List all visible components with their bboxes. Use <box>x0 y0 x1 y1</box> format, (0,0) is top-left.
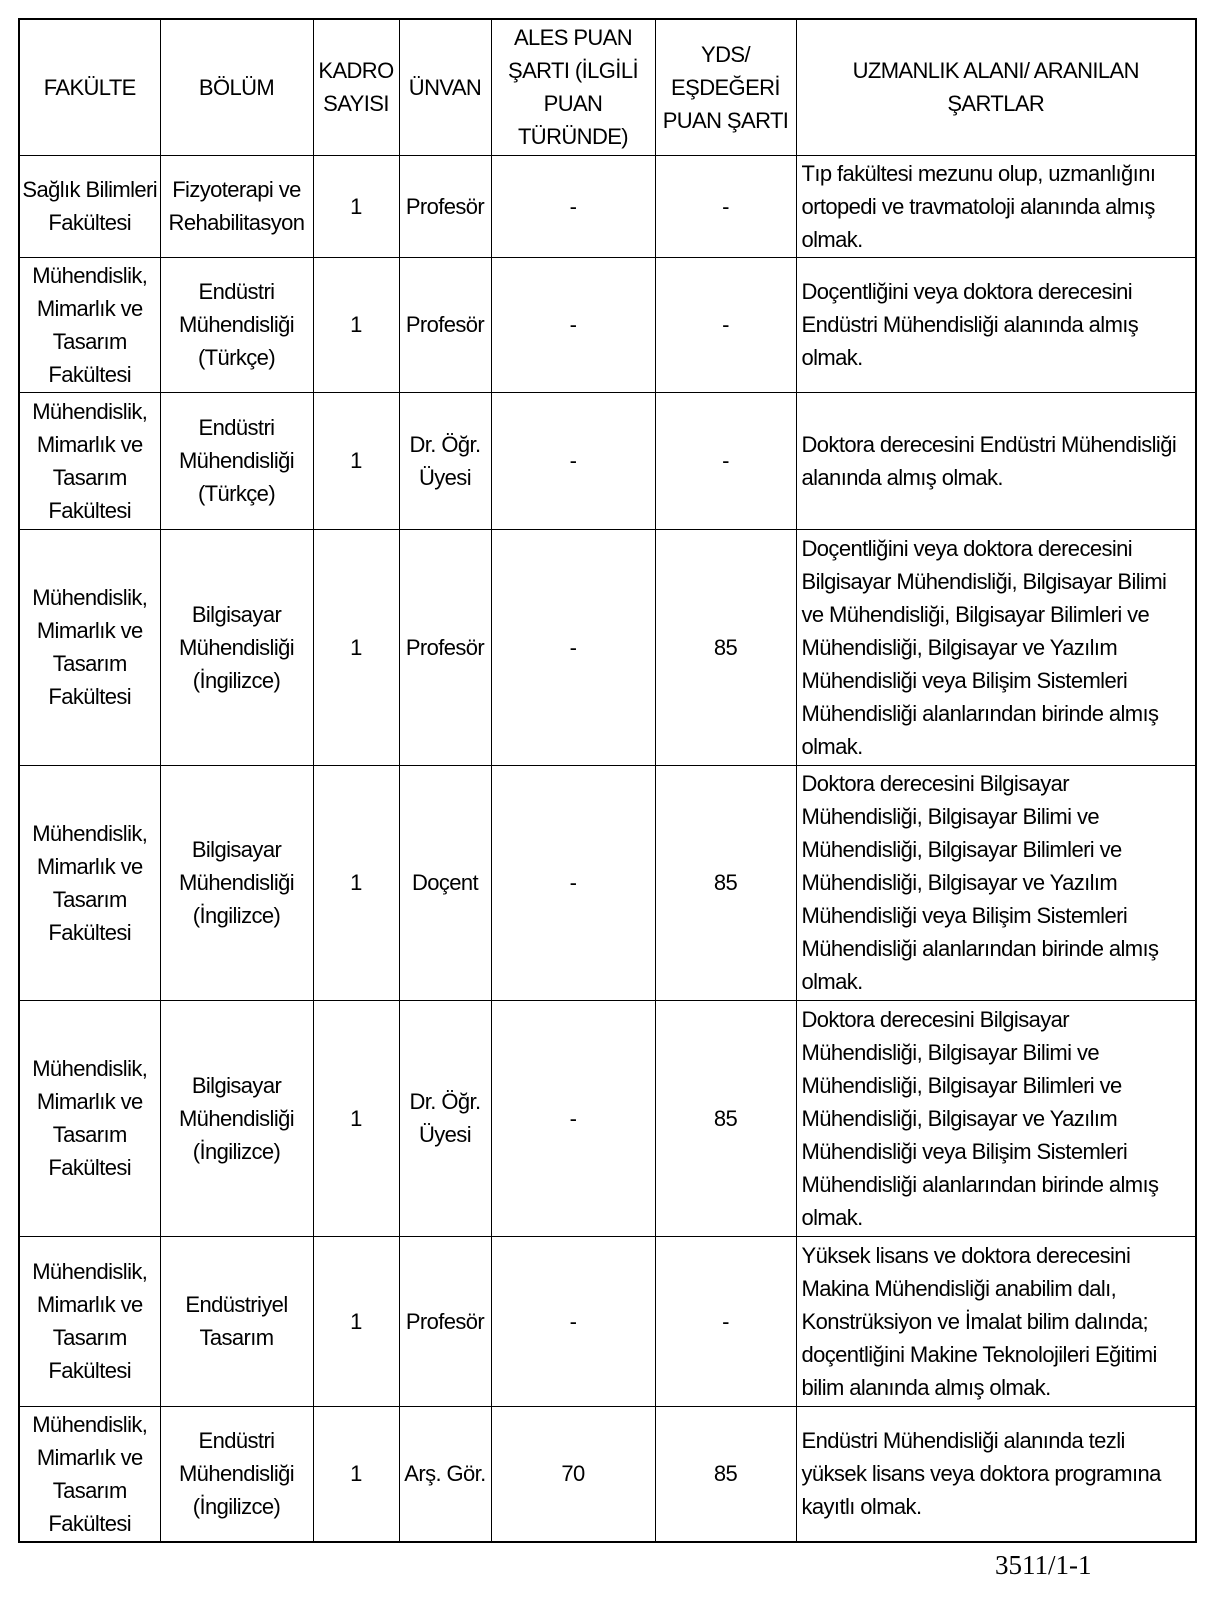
cell-fakulte: Mühendislik, Mimarlık ve Tasarım Fakültesi <box>19 1000 160 1236</box>
cell-uzmanlik: Doçentliğini veya doktora derecesini Endüstri Mühendisliği alanında almış olmak. <box>796 257 1196 392</box>
cell-uzmanlik: Doktora derecesini Bilgisayar Mühendisliği, Bilgisayar Bilimi ve Mühendisliği, Bilgisayar Bilimleri ve Mühendisliği, Bilgisayar ve Yazılım Mühendisliği veya Bilişim Sistemleri Mühendisliği alanlarından birinde almış olmak. <box>796 1000 1196 1236</box>
cell-fakulte: Mühendislik, Mimarlık ve Tasarım Fakültesi <box>19 1236 160 1406</box>
cell-unvan: Profesör <box>399 529 491 765</box>
header-ales: ALES PUAN ŞARTI (İLGİLİ PUAN TÜRÜNDE) <box>491 19 655 155</box>
cell-yds: 85 <box>655 529 796 765</box>
cell-bolum: Endüstri Mühendisliği (Türkçe) <box>160 257 313 392</box>
cell-bolum: Endüstriyel Tasarım <box>160 1236 313 1406</box>
cell-bolum: Endüstri Mühendisliği (Türkçe) <box>160 392 313 529</box>
cell-kadro: 1 <box>313 1236 399 1406</box>
cell-fakulte: Mühendislik, Mimarlık ve Tasarım Fakültesi <box>19 1406 160 1542</box>
cell-yds: 85 <box>655 765 796 1000</box>
cell-unvan: Doçent <box>399 765 491 1000</box>
cell-ales: - <box>491 155 655 257</box>
cell-yds: - <box>655 257 796 392</box>
cell-uzmanlik: Doçentliğini veya doktora derecesini Bilgisayar Mühendisliği, Bilgisayar Bilimi ve Mühendisliği, Bilgisayar Bilimleri ve Mühendisliği, Bilgisayar ve Yazılım Mühendisliği veya Bilişim Sistemleri Mühendisliği alanlarından birinde almış olmak. <box>796 529 1196 765</box>
cell-unvan: Arş. Gör. <box>399 1406 491 1542</box>
header-row <box>19 19 1196 155</box>
cell-kadro: 1 <box>313 392 399 529</box>
cell-yds: - <box>655 1236 796 1406</box>
cell-unvan: Profesör <box>399 155 491 257</box>
cell-unvan: Profesör <box>399 1236 491 1406</box>
cell-fakulte: Mühendislik, Mimarlık ve Tasarım Fakültesi <box>19 392 160 529</box>
cell-ales: 70 <box>491 1406 655 1542</box>
cell-unvan: Dr. Öğr. Üyesi <box>399 1000 491 1236</box>
cell-bolum: Endüstri Mühendisliği (İngilizce) <box>160 1406 313 1542</box>
cell-kadro: 1 <box>313 1000 399 1236</box>
table-row <box>19 257 1196 392</box>
table-row <box>19 1406 1196 1542</box>
cell-ales: - <box>491 529 655 765</box>
cell-bolum: Fizyoterapi ve Rehabilitasyon <box>160 155 313 257</box>
cell-uzmanlik: Doktora derecesini Bilgisayar Mühendisliği, Bilgisayar Bilimi ve Mühendisliği, Bilgisayar Bilimleri ve Mühendisliği, Bilgisayar ve Yazılım Mühendisliği veya Bilişim Sistemleri Mühendisliği alanlarından birinde almış olmak. <box>796 765 1196 1000</box>
cell-yds: - <box>655 155 796 257</box>
table-row <box>19 529 1196 765</box>
table-row <box>19 1236 1196 1406</box>
header-unvan: ÜNVAN <box>399 19 491 155</box>
positions-table <box>18 18 1197 1543</box>
cell-kadro: 1 <box>313 1406 399 1542</box>
cell-kadro: 1 <box>313 765 399 1000</box>
document-number: 3511/1-1 <box>995 1550 1092 1580</box>
table-row <box>19 155 1196 257</box>
cell-uzmanlik: Tıp fakültesi mezunu olup, uzmanlığını ortopedi ve travmatoloji alanında almış olmak. <box>796 155 1196 257</box>
cell-yds: 85 <box>655 1406 796 1542</box>
cell-kadro: 1 <box>313 257 399 392</box>
header-fakulte: FAKÜLTE <box>19 19 160 155</box>
cell-unvan: Dr. Öğr. Üyesi <box>399 392 491 529</box>
cell-ales: - <box>491 1236 655 1406</box>
cell-ales: - <box>491 392 655 529</box>
cell-kadro: 1 <box>313 155 399 257</box>
cell-ales: - <box>491 1000 655 1236</box>
cell-fakulte: Mühendislik, Mimarlık ve Tasarım Fakültesi <box>19 529 160 765</box>
header-uzmanlik: UZMANLIK ALANI/ ARANILAN ŞARTLAR <box>796 19 1196 155</box>
cell-uzmanlik: Yüksek lisans ve doktora derecesini Makina Mühendisliği anabilim dalı, Konstrüksiyon ve İmalat bilim dalında; doçentliğini Makine Teknolojileri Eğitimi bilim alanında almış olmak. <box>796 1236 1196 1406</box>
cell-yds: 85 <box>655 1000 796 1236</box>
table-row <box>19 392 1196 529</box>
header-bolum: BÖLÜM <box>160 19 313 155</box>
table-row <box>19 1000 1196 1236</box>
cell-unvan: Profesör <box>399 257 491 392</box>
cell-fakulte: Sağlık Bilimleri Fakültesi <box>19 155 160 257</box>
cell-kadro: 1 <box>313 529 399 765</box>
cell-fakulte: Mühendislik, Mimarlık ve Tasarım Fakültesi <box>19 257 160 392</box>
cell-yds: - <box>655 392 796 529</box>
cell-uzmanlik: Endüstri Mühendisliği alanında tezli yüksek lisans veya doktora programına kayıtlı olmak. <box>796 1406 1196 1542</box>
header-yds: YDS/ EŞDEĞERİ PUAN ŞARTI <box>655 19 796 155</box>
header-kadro: KADRO SAYISI <box>313 19 399 155</box>
cell-bolum: Bilgisayar Mühendisliği (İngilizce) <box>160 529 313 765</box>
table-row <box>19 765 1196 1000</box>
cell-ales: - <box>491 765 655 1000</box>
cell-fakulte: Mühendislik, Mimarlık ve Tasarım Fakültesi <box>19 765 160 1000</box>
cell-uzmanlik: Doktora derecesini Endüstri Mühendisliği alanında almış olmak. <box>796 392 1196 529</box>
cell-bolum: Bilgisayar Mühendisliği (İngilizce) <box>160 765 313 1000</box>
cell-ales: - <box>491 257 655 392</box>
cell-bolum: Bilgisayar Mühendisliği (İngilizce) <box>160 1000 313 1236</box>
